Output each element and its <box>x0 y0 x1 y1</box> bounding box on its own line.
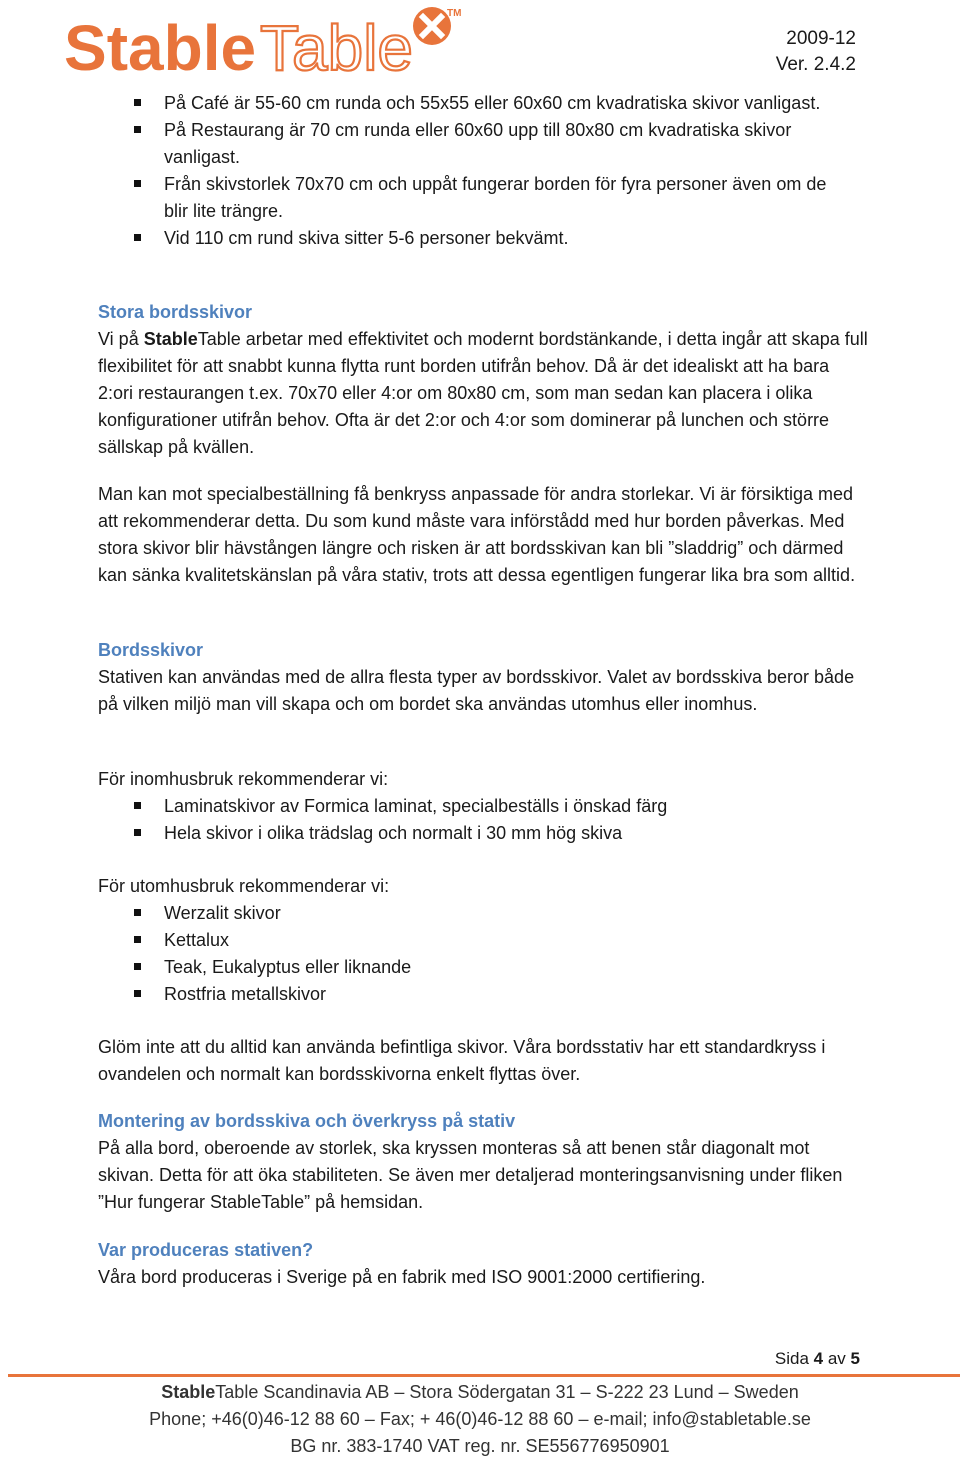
list-item: På Restaurang är 70 cm runda eller 60x60 upp till 80x80 cm kvadratiska skivor vanligast. <box>98 117 838 171</box>
list-item: Rostfria metallskivor <box>98 981 868 1008</box>
page-middle: av <box>823 1349 851 1368</box>
list-item: Vid 110 cm rund skiva sitter 5-6 personer bekvämt. <box>98 225 838 252</box>
stabletable-logo <box>64 4 464 82</box>
outdoor-list <box>98 900 868 1008</box>
footer-divider <box>8 1374 960 1377</box>
footer-brand-bold: Stable <box>161 1382 216 1402</box>
logo-text-light: Table <box>260 12 413 82</box>
logo-text-bold: Stable <box>64 12 257 82</box>
logo-x-mark <box>413 7 451 45</box>
section-heading-bordsskivor: Bordsskivor <box>98 640 204 660</box>
page-current: 4 <box>813 1349 824 1368</box>
list-item: Werzalit skivor <box>98 900 868 927</box>
footer-contact: Phone; +46(0)46-12 88 60 – Fax; + 46(0)46-12 88 60 – e-mail; info@stabletable.se <box>149 1409 811 1429</box>
section-heading-montering: Montering av bordsskiva och överkryss på stativ <box>98 1111 516 1131</box>
document-date: 2009-12 <box>786 28 856 49</box>
outdoor-intro: För utomhusbruk rekommenderar vi: <box>98 876 390 896</box>
section-heading-produceras: Var produceras stativen? <box>98 1240 314 1260</box>
paragraph-montering: På alla bord, oberoende av storlek, ska kryssen monteras så att benen står diagonalt mot skivan. Detta för att öka stabiliteten. Se även mer detaljerad monteringsanvisning under fliken ”Hur fungerar StableTable” på hemsidan. <box>98 1138 843 1212</box>
list-item: På Café är 55-60 cm runda och 55x55 eller 60x60 cm kvadratiska skivor vanligast. <box>98 90 838 117</box>
section-heading-stora-bordsskivor: Stora bordsskivor <box>98 302 253 322</box>
paragraph-produceras: Våra bord produceras i Sverige på en fabrik med ISO 9001:2000 certifiering. <box>98 1267 706 1287</box>
page-prefix: Sida <box>774 1349 814 1368</box>
paragraph-stora-1 <box>98 326 868 461</box>
footer-address-text: Table Scandinavia AB – Stora Södergatan 31 – S-222 23 Lund – Sweden <box>215 1382 799 1402</box>
list-item: Teak, Eukalyptus eller liknande <box>98 954 868 981</box>
document-version: Ver. 2.4.2 <box>775 54 856 75</box>
list-item: Laminatskivor av Formica laminat, specialbeställs i önskad färg <box>98 793 868 820</box>
brand-name-bold: Stable <box>143 329 198 349</box>
footer-registration: BG nr. 383-1740 VAT reg. nr. SE556776950901 <box>290 1436 670 1456</box>
text-prefix: Vi på <box>98 329 144 349</box>
paragraph-bordsskivor-closing: Glöm inte att du alltid kan använda befintliga skivor. Våra bordsstativ har ett standardkryss i ovandelen och normalt kan bordsskivorna enkelt flyttas över. <box>98 1037 826 1084</box>
intro-list <box>98 90 838 252</box>
list-item: Hela skivor i olika trädslag och normalt i 30 mm hög skiva <box>98 820 868 847</box>
page-total: 5 <box>850 1349 860 1368</box>
indoor-intro: För inomhusbruk rekommenderar vi: <box>98 769 389 789</box>
footer-address <box>0 1379 960 1406</box>
footer <box>0 1379 960 1460</box>
page-number <box>775 1349 860 1369</box>
document-meta <box>776 26 856 78</box>
list-item: Kettalux <box>98 927 868 954</box>
text-rest: Table arbetar med effektivitet och modernt bordstänkande, i detta ingår att skapa full flexibilitet för att snabbt kunna flytta runt borden utifrån behov. Då är det idealiskt att ha bara 2:ori restaurangen t.ex. 70x70 eller 4:or om 80x80 cm, som man sedan kan placera i olika konfigurationer utifrån behov. Ofta är det 2:or och 4:or som dominerar på lunchen och större sällskap på kvällen. <box>98 329 868 457</box>
paragraph-stora-2: Man kan mot specialbeställning få benkryss anpassade för andra storlekar. Vi är försiktiga med att rekommenderar detta. Du som kund måste vara införstådd med hur borden påverkas. Med stora skivor blir hävstången längre och risken är att bordsskivan kan bli ”sladdrig” och därmed kan sänka kvalitetskänslan på våra stativ, trots att dessa egentligen fungerar lika bra som alltid. <box>98 484 856 585</box>
paragraph-bordsskivor-1: Stativen kan användas med de allra flesta typer av bordsskivor. Valet av bordsskiva beror både på vilken miljö man vill skapa och om bordet ska användas utomhus eller inomhus. <box>98 667 855 714</box>
logo-tm: TM <box>447 8 462 19</box>
indoor-list <box>98 793 868 847</box>
list-item: Från skivstorlek 70x70 cm och uppåt fungerar borden för fyra personer även om de blir lite trängre. <box>98 171 838 225</box>
